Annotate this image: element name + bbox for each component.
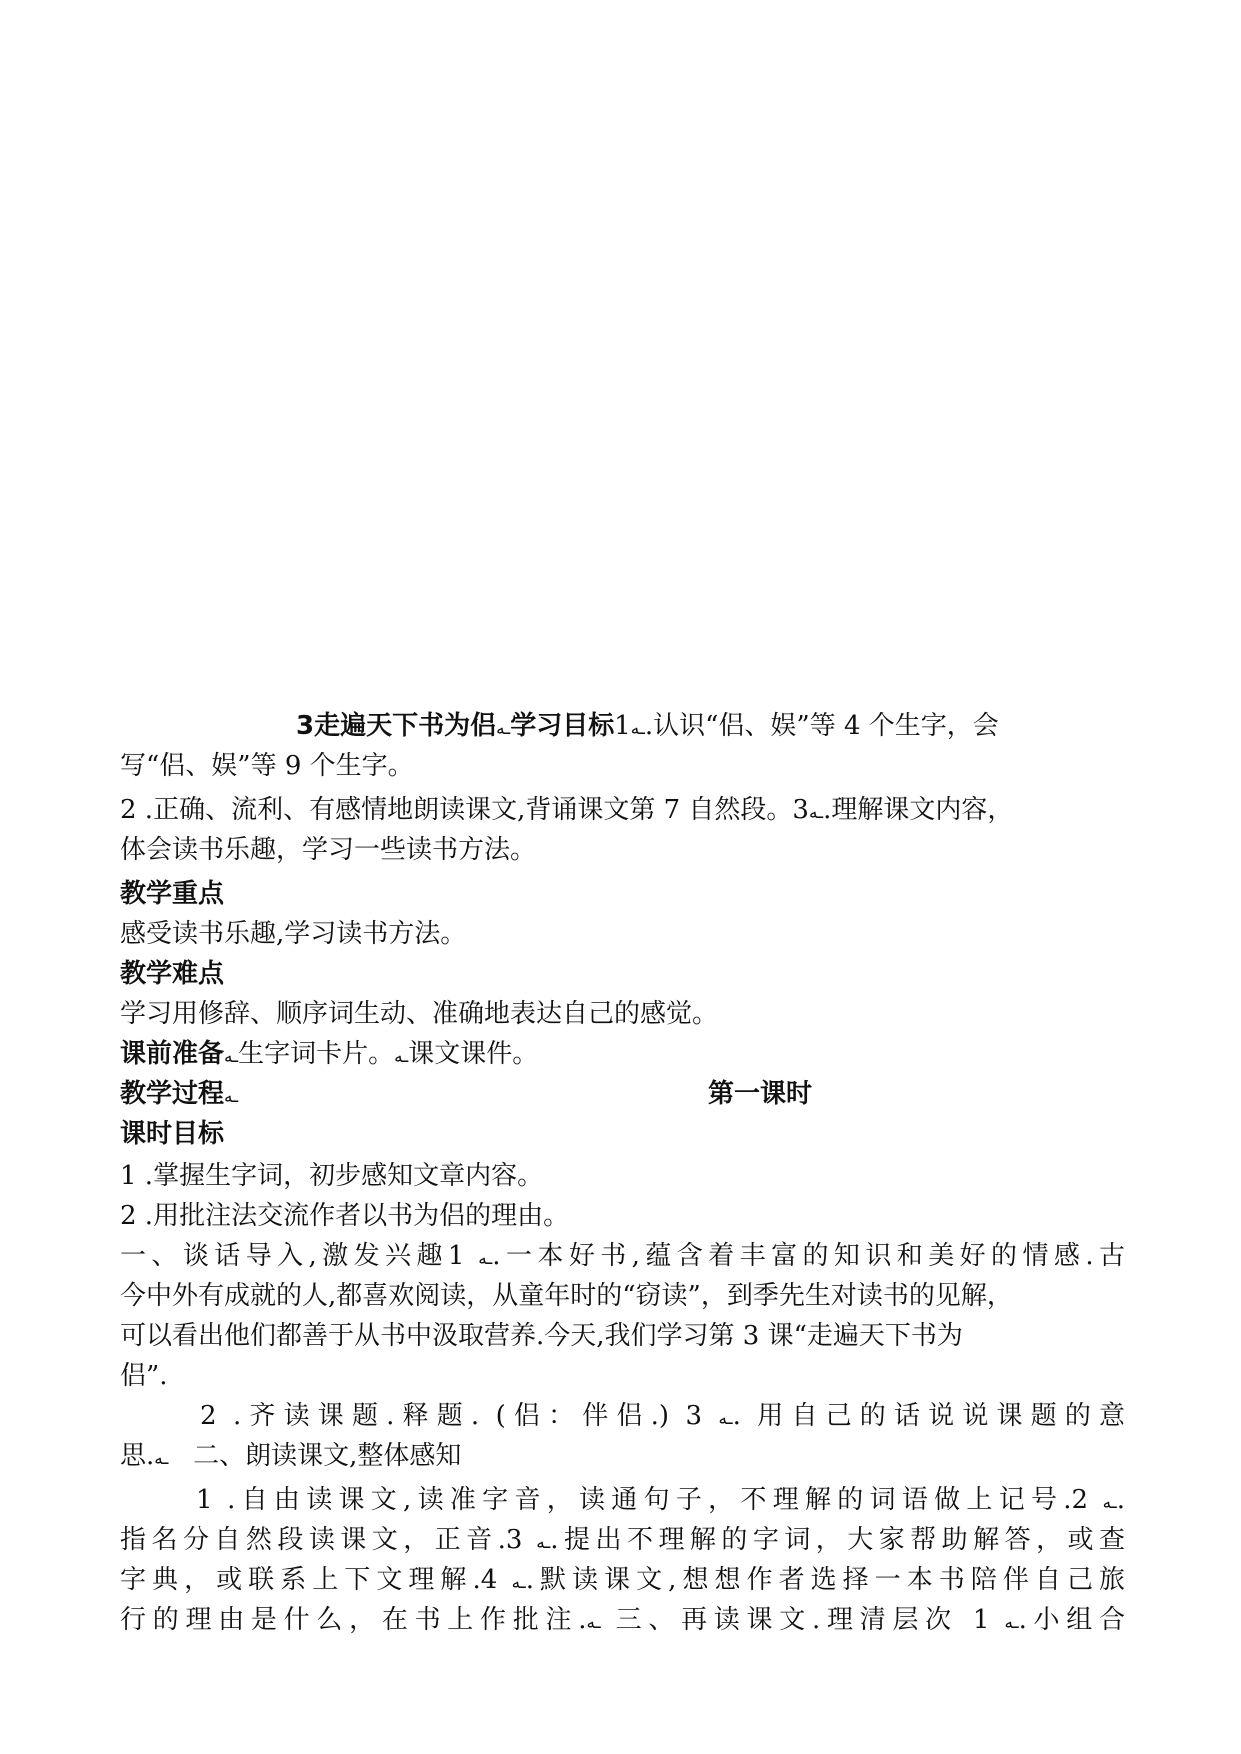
title-line — [296, 706, 1125, 749]
section-2-step-4-end: 行的理由是什么，在书上作批注. — [120, 1605, 587, 1635]
objectives-heading: 学习目标 — [510, 711, 615, 741]
section-1-step-3: . 用自己的话说说课题的意 — [732, 1401, 1126, 1431]
key-points-text: 感受读书乐趣,学习读书方法。 — [120, 919, 467, 949]
section-2-step-2-dot: . — [1116, 1485, 1126, 1515]
paragraph-mark: ـه — [154, 1449, 169, 1469]
section-3-heading: 三、再读课文.理清层次 1 — [615, 1605, 990, 1635]
process-heading: 教学过程 — [120, 1079, 225, 1109]
objective-1-text: .认识“侣、娱”等 4 个生字，会 — [644, 711, 999, 741]
paragraph-mark: ـه — [224, 1087, 239, 1107]
period-goal-heading: 课时目标 — [120, 1119, 225, 1149]
section-2-line-3 — [120, 1560, 1125, 1603]
section-1-line-2: 今中外有成就的人,都喜欢阅读，从童年时的“窃读”，到季先生对读书的见解， — [120, 1281, 1013, 1311]
difficulties-heading: 教学难点 — [120, 959, 225, 989]
paragraph-mark: ـه — [478, 1249, 493, 1269]
section-1-step-3-end: 思. — [120, 1441, 155, 1471]
section-1-line-1 — [120, 1236, 1125, 1279]
section-2-line-2 — [120, 1520, 1125, 1563]
paragraph-mark: ـه — [496, 719, 511, 739]
section-2-line — [120, 1436, 1125, 1479]
objective-3-continued: 体会读书乐趣，学习一些读书方法。 — [120, 835, 537, 865]
section-1-heading: 一、谈话导入,激发兴趣1 — [120, 1241, 465, 1271]
section-2-step-4: .默读课文,想想作者选择一本书陪伴自己旅 — [525, 1565, 1126, 1595]
paragraph-mark: ـه — [224, 1047, 239, 1067]
paragraph-mark: ـه — [394, 1047, 409, 1067]
objective-2-line — [120, 790, 1125, 833]
section-2-step-3-end: 字典，或联系上下文理解.4 — [120, 1565, 498, 1595]
objective-1-continued: 写“侣、娱”等 9 个生字。 — [120, 751, 414, 781]
paragraph-mark: ـه — [511, 1573, 526, 1593]
section-2-step-2: 指名分自然段读课文，正音.3 — [120, 1525, 523, 1555]
period-goal-1: 1 .掌握生字词，初步感知文章内容。 — [120, 1161, 544, 1191]
section-1-line-4: 侣”. — [120, 1361, 168, 1391]
paragraph-mark: ـه — [586, 1613, 601, 1633]
paragraph-mark: ـه — [1102, 1493, 1117, 1513]
period-goal-2: 2 .用批注法交流作者以书为侣的理由。 — [120, 1201, 570, 1231]
section-1-step-2: 2 .齐读课题.释题. (侣：伴侣.) 3 — [200, 1401, 703, 1431]
section-2-line-1 — [196, 1480, 1125, 1523]
objective-1-number: 1 — [614, 711, 631, 741]
section-1-line-5 — [200, 1396, 1125, 1439]
section-2-step-1: 1 .自由读课文,读准字音，读通句子，不理解的词语做上记号.2 — [196, 1485, 1089, 1515]
preparation-heading: 课前准备 — [120, 1039, 225, 1069]
paragraph-mark: ـه — [536, 1533, 551, 1553]
process-line — [120, 1074, 1125, 1117]
paragraph-mark: ـه — [630, 719, 645, 739]
objective-3-text: .理解课文内容， — [823, 795, 1014, 825]
lesson-title: 3走遍天下书为侣 — [296, 711, 497, 741]
paragraph-mark: ـه — [1004, 1613, 1019, 1633]
section-3-step-1: .小组合 — [1018, 1605, 1126, 1635]
preparation-line — [120, 1034, 1125, 1077]
paragraph-mark: ـه — [718, 1409, 733, 1429]
period-heading: 第一课时 — [708, 1079, 813, 1109]
section-1-line-3: 可以看出他们都善于从书中汲取营养.今天,我们学习第 3 课“走遍天下书为 — [120, 1321, 963, 1351]
paragraph-mark: ـه — [808, 803, 824, 823]
difficulties-text: 学习用修辞、顺序词生动、准确地表达自己的感觉。 — [120, 999, 719, 1029]
preparation-item-courseware: 课文课件。 — [408, 1039, 539, 1069]
section-2-step-3: .提出不理解的字词，大家帮助解答，或查 — [550, 1525, 1126, 1555]
objective-2-text: 2 .正确、流利、有感情地朗读课文,背诵课文第 7 自然段。3 — [120, 795, 809, 825]
section-2-line-4 — [120, 1600, 1125, 1643]
preparation-item-cards: 生字词卡片。 — [238, 1039, 395, 1069]
section-2-heading: 二、朗读课文,整体感知 — [193, 1441, 462, 1471]
section-1-text: .一本好书,蕴含着丰富的知识和美好的情感.古 — [492, 1241, 1126, 1271]
key-points-heading: 教学重点 — [120, 879, 225, 909]
